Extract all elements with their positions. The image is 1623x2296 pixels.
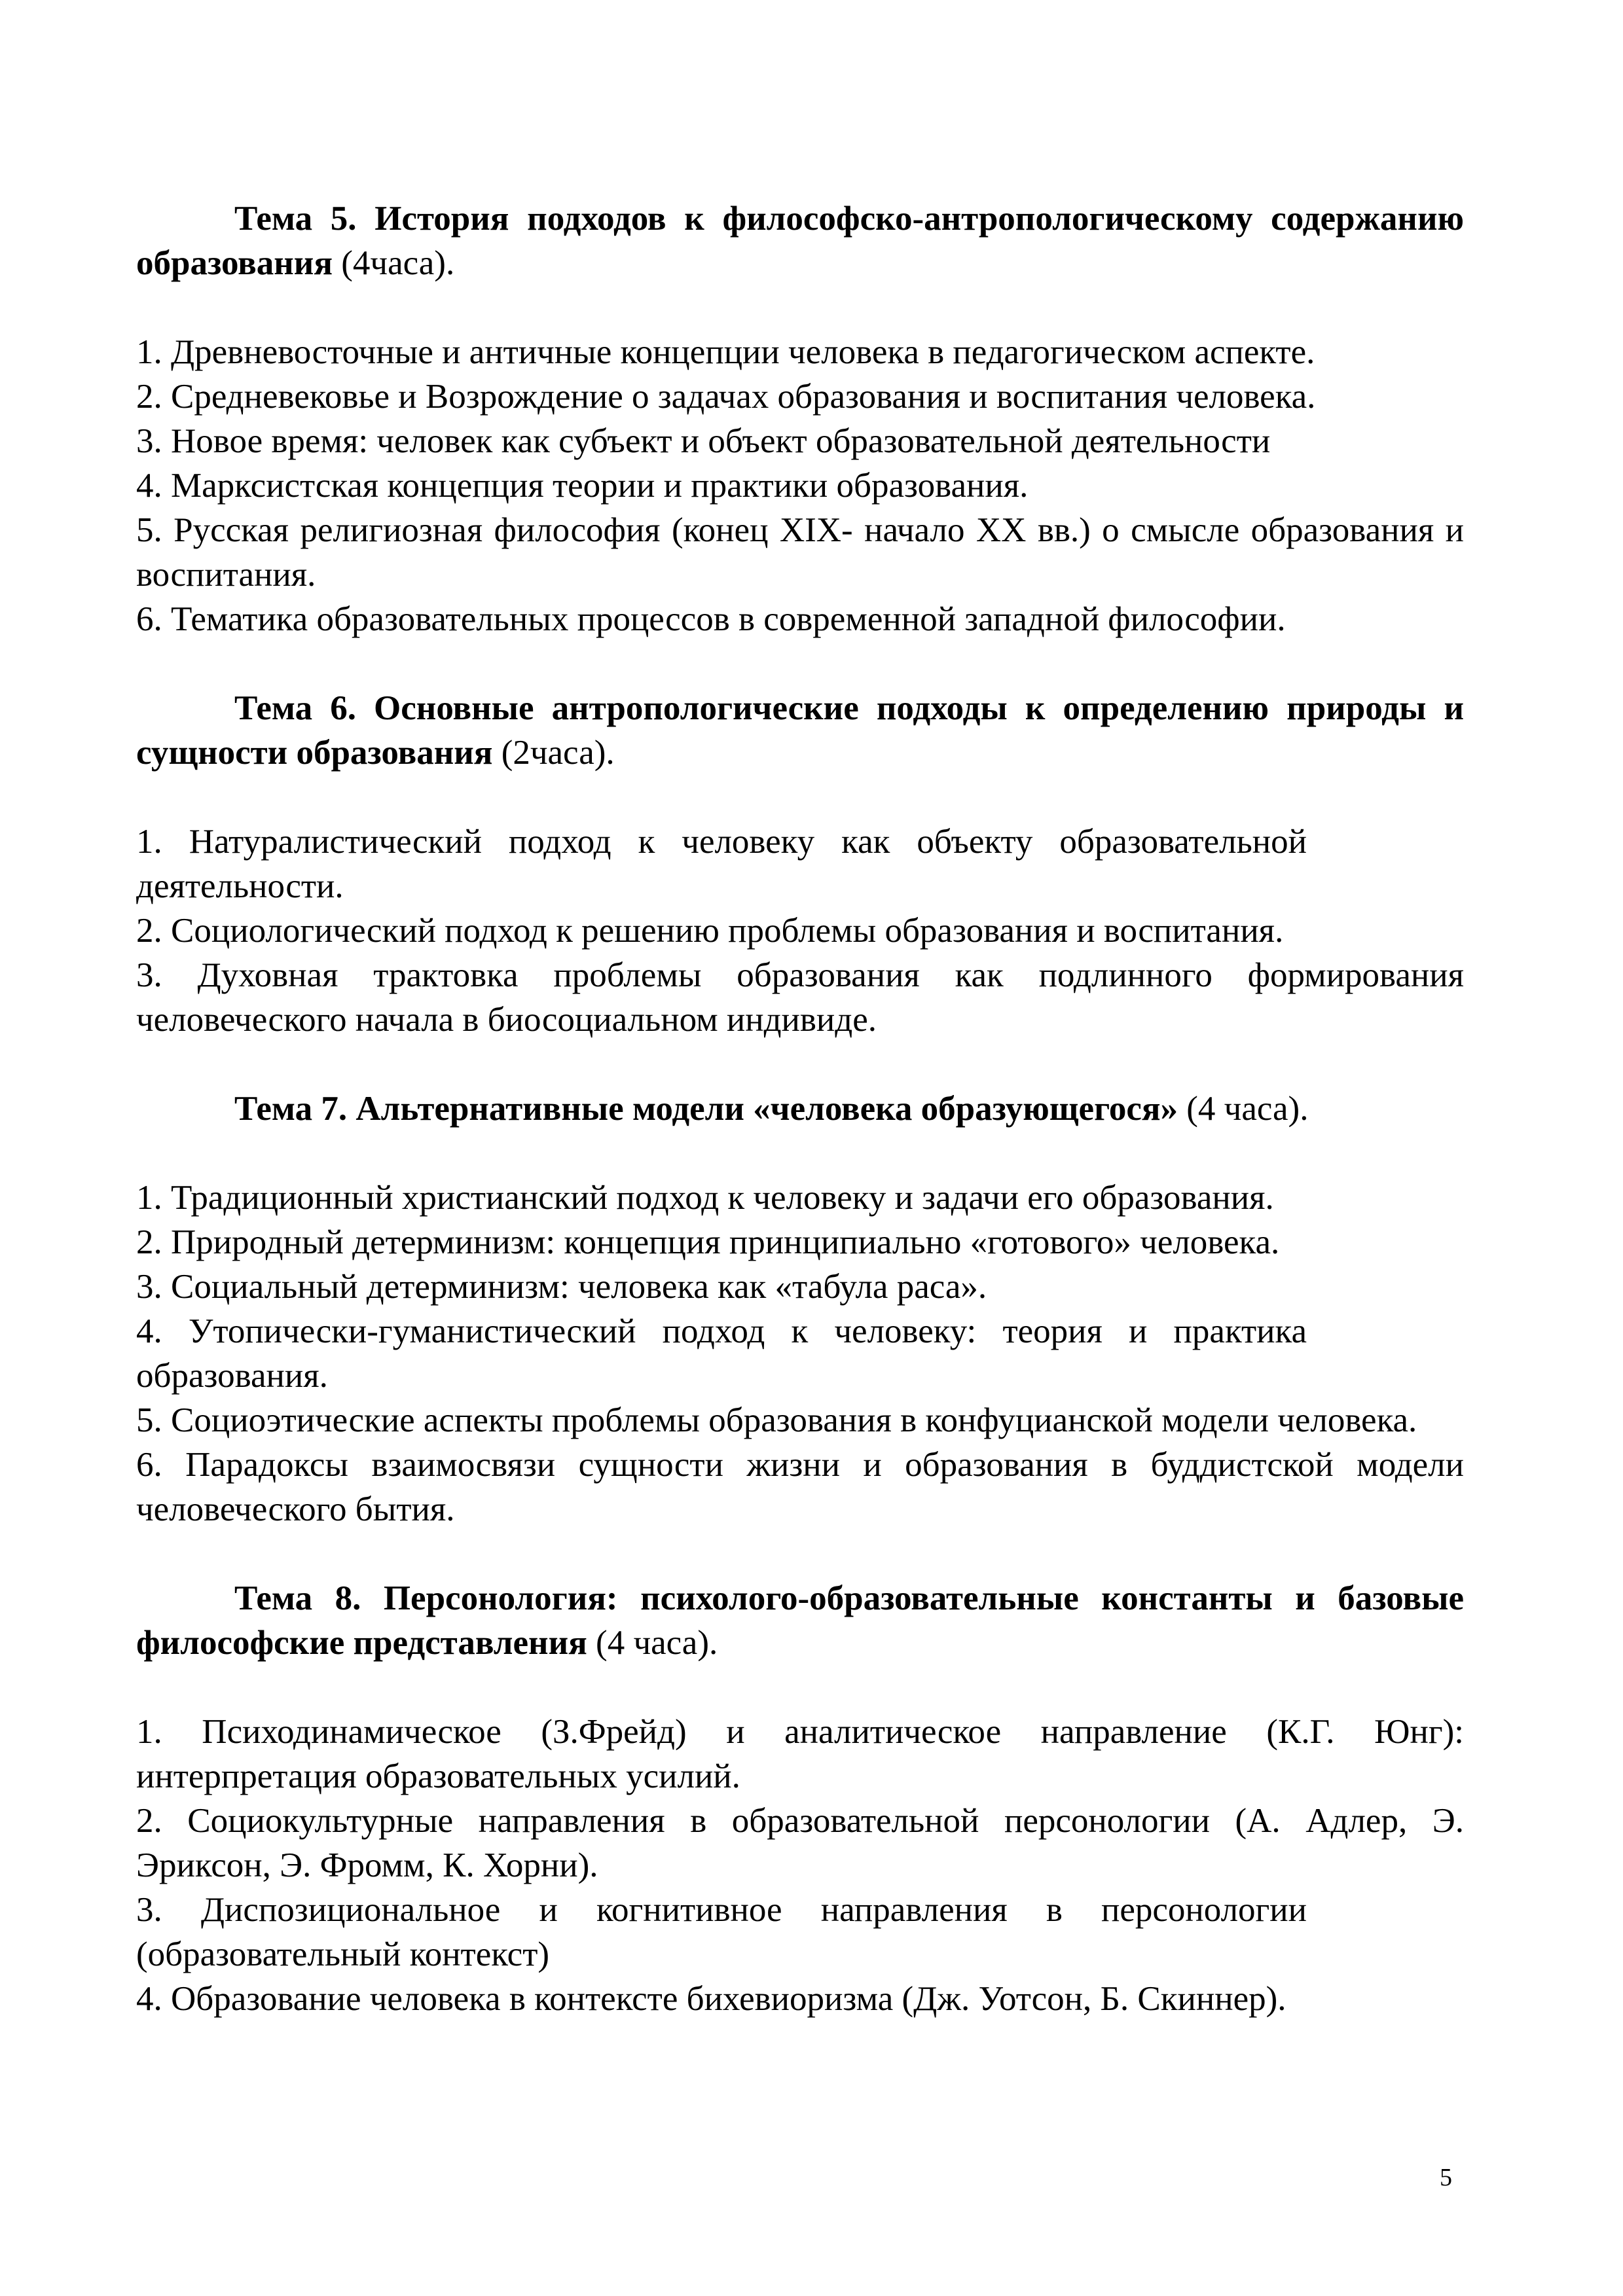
topic-7-title: Тема 7. Альтернативные модели «человека образующегося» xyxy=(234,1090,1178,1128)
list-item: 5. Русская религиозная философия (конец XIX- начало XX вв.) о смысле образования и воспитания. xyxy=(136,511,1464,594)
list-item: 1. Древневосточные и античные концепции человека в педагогическом аспекте. xyxy=(136,333,1315,371)
topic-6-title: Тема 6. Основные антропологические подходы к определению природы и сущности образования xyxy=(136,689,1464,772)
list-item: 3. Новое время: человек как субъект и объект образовательной деятельности xyxy=(136,422,1271,460)
topic-8-items xyxy=(136,1710,1464,2021)
list-item: 1. Традиционный христианский подход к человеку и задачи его образования. xyxy=(136,1179,1274,1217)
topic-6-section xyxy=(136,686,1464,1042)
document-page xyxy=(136,196,1464,2021)
topic-5-heading xyxy=(136,196,1464,285)
topic-6-items xyxy=(136,819,1464,1042)
list-item: 3. Диспозициональное и когнитивное направления в персонологии (образовательный контекст) xyxy=(136,1891,1307,1973)
list-item: 6. Парадоксы взаимосвязи сущности жизни и образования в буддистской модели человеческого бытия. xyxy=(136,1446,1464,1528)
topic-5-section xyxy=(136,196,1464,641)
topic-5-hours: (4часа). xyxy=(341,244,455,282)
topic-8-hours: (4 часа). xyxy=(596,1624,718,1662)
list-item: 1. Психодинамическое (З.Фрейд) и аналитическое направление (К.Г. Юнг): интерпретация образовательных усилий. xyxy=(136,1713,1464,1795)
list-item: 4. Утопически-гуманистический подход к человеку: теория и практика образования. xyxy=(136,1312,1307,1395)
topic-5-items xyxy=(136,330,1464,641)
list-item: 2. Средневековье и Возрождение о задачах образования и воспитания человека. xyxy=(136,378,1316,416)
topic-8-title: Тема 8. Персонология: психолого-образовательные константы и базовые философские представления xyxy=(136,1579,1464,1662)
list-item: 2. Социологический подход к решению проблемы образования и воспитания. xyxy=(136,912,1284,950)
topic-7-hours: (4 часа). xyxy=(1186,1090,1309,1128)
topic-8-section xyxy=(136,1576,1464,2021)
topic-7-section xyxy=(136,1086,1464,1532)
topic-7-items xyxy=(136,1175,1464,1532)
list-item: 4. Марксистская концепция теории и практики образования. xyxy=(136,467,1029,505)
list-item: 3. Социальный детерминизм: человека как «табула раса». xyxy=(136,1268,987,1306)
list-item: 5. Социоэтические аспекты проблемы образования в конфуцианской модели человека. xyxy=(136,1401,1417,1439)
list-item: 2. Природный детерминизм: концепция принципиально «готового» человека. xyxy=(136,1223,1280,1261)
topic-7-heading xyxy=(136,1086,1464,1131)
list-item: 6. Тематика образовательных процессов в современной западной философии. xyxy=(136,600,1286,638)
topic-8-heading xyxy=(136,1576,1464,1665)
topic-5-title: Тема 5. История подходов к философско-антропологическому содержанию образования xyxy=(136,200,1464,282)
page-number: 5 xyxy=(1440,2164,1452,2191)
list-item: 3. Духовная трактовка проблемы образования как подлинного формирования человеческого начала в биосоциальном индивиде. xyxy=(136,956,1464,1039)
topic-6-heading xyxy=(136,686,1464,775)
list-item: 4. Образование человека в контексте бихевиоризма (Дж. Уотсон, Б. Скиннер). xyxy=(136,1980,1286,2018)
topic-6-hours: (2часа). xyxy=(501,734,615,772)
list-item: 2. Социокультурные направления в образовательной персонологии (А. Адлер, Э. Эриксон, Э. Фромм, К. Хорни). xyxy=(136,1802,1464,1884)
list-item: 1. Натуралистический подход к человеку как объекту образовательной деятельности. xyxy=(136,823,1307,905)
